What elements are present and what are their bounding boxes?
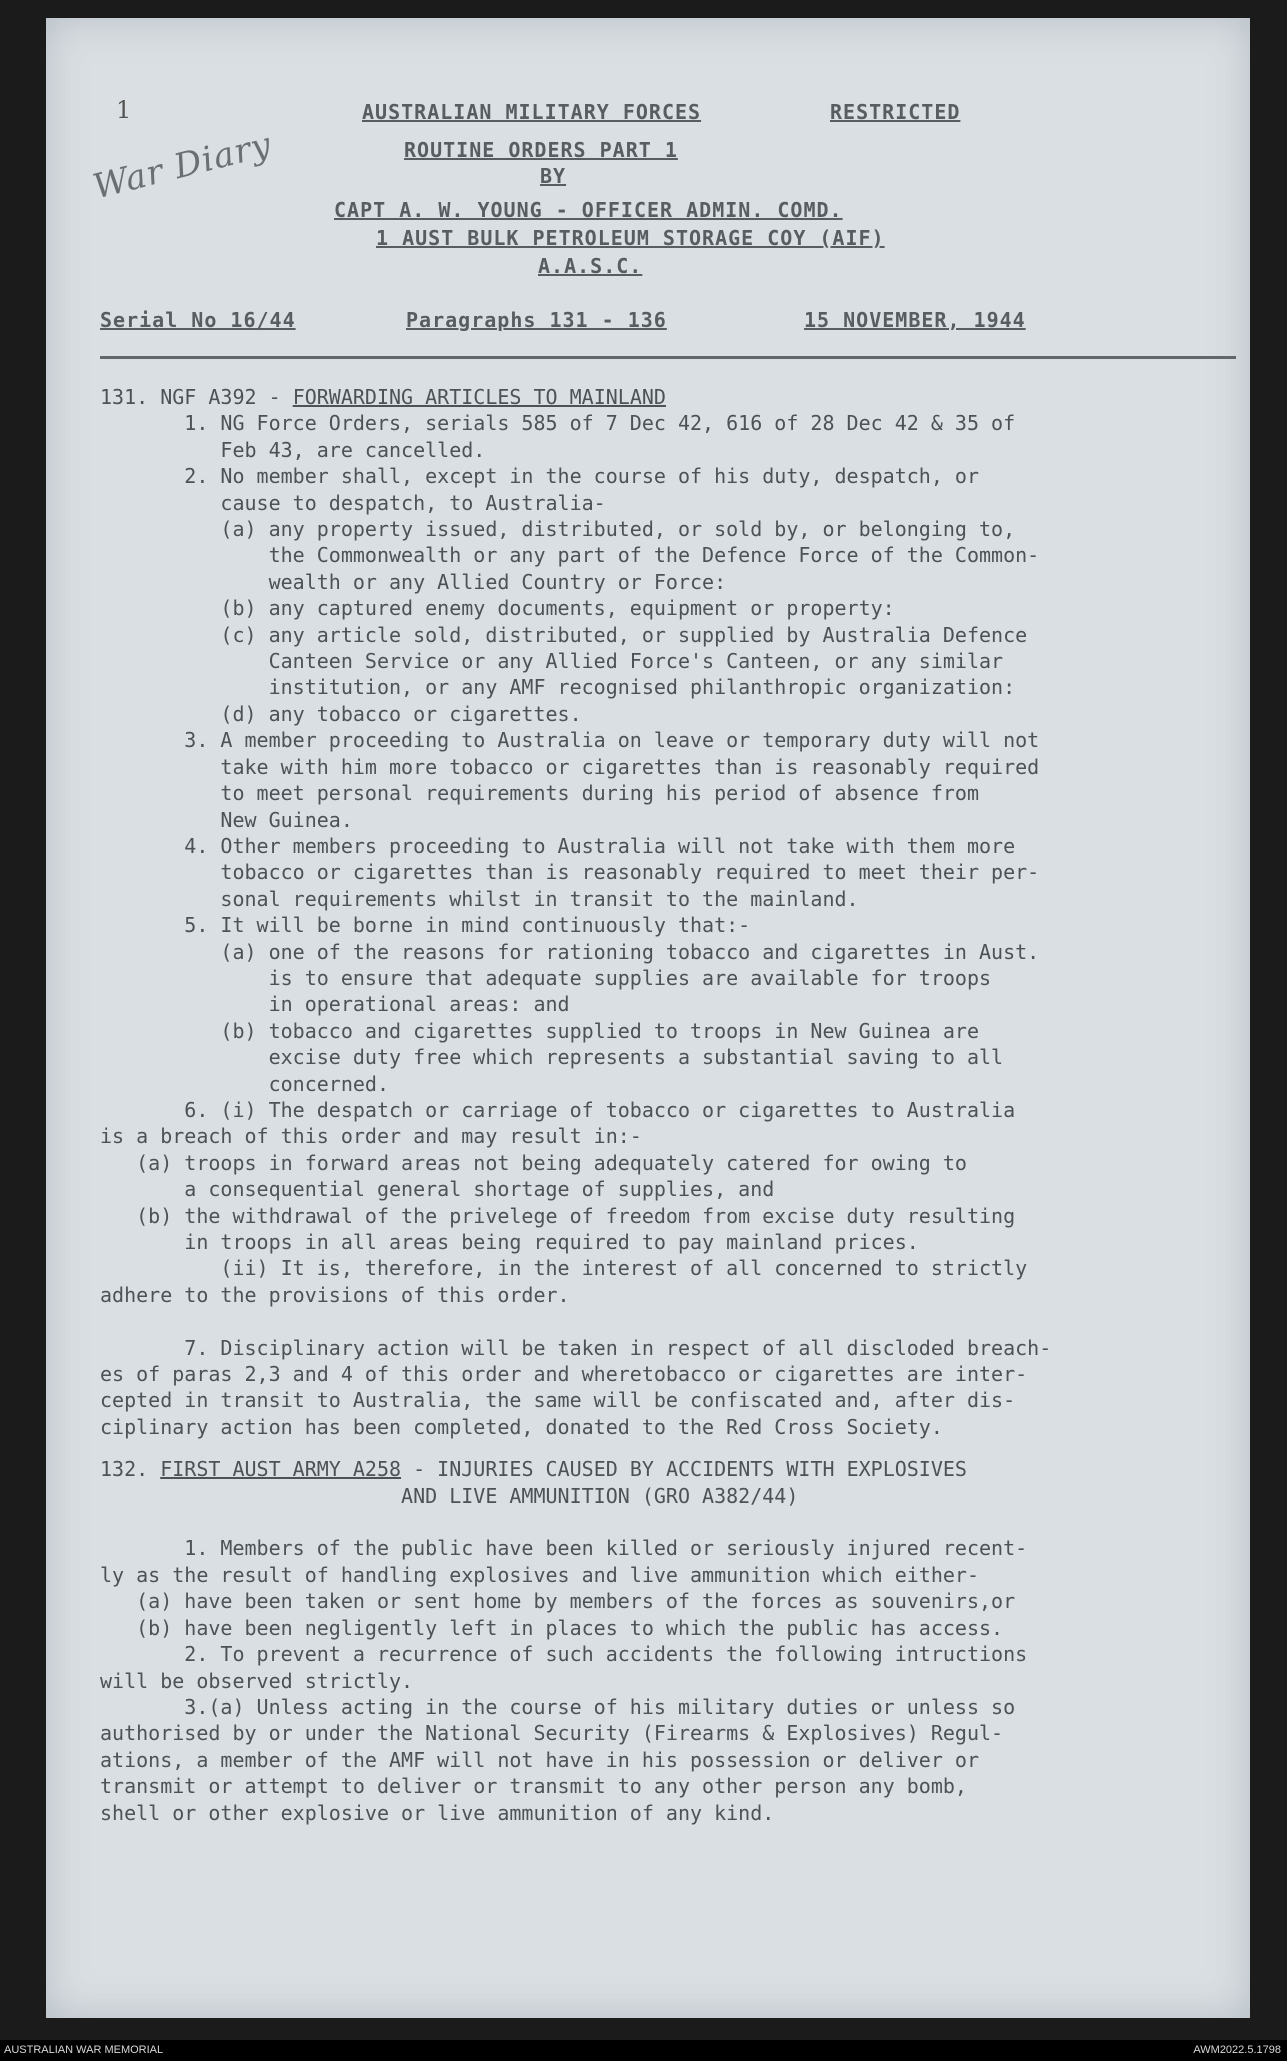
- order-132-text: [100, 1509, 1250, 1826]
- order-131-ref: NGF A392 -: [160, 385, 281, 409]
- text-line: authorised by or under the National Security (Firearms & Explosives) Regul-: [100, 1721, 1004, 1746]
- text-line: 2. To prevent a recurrence of such accidents the following intructions: [100, 1642, 1028, 1667]
- text-line: 7. Disciplinary action will be taken in respect of all discloded breach-: [100, 1335, 1052, 1360]
- text-line: (c) any article sold, distributed, or supplied by Australia Defence: [100, 622, 1028, 647]
- text-line: take with him more tobacco or cigarettes than is reasonably required: [100, 754, 1040, 779]
- order-131-heading: [100, 384, 1250, 410]
- header-serial: Serial No 16/44: [100, 308, 296, 332]
- text-line: (a) any property issued, distributed, or sold by, or belonging to,: [100, 517, 1016, 542]
- order-131-number: 131.: [100, 385, 149, 409]
- text-line: in troops in all areas being required to pay mainland prices.: [100, 1230, 919, 1254]
- text-line: (a) one of the reasons for rationing tobacco and cigarettes in Aust.: [100, 939, 1040, 964]
- text-line: 6. (i) The despatch or carriage of tobacco or cigarettes to Australia: [100, 1097, 1016, 1122]
- order-132-heading: [100, 1456, 1250, 1482]
- order-132-ref: FIRST AUST ARMY A258: [160, 1457, 402, 1482]
- text-line: is a breach of this order and may result in:-: [100, 1124, 642, 1149]
- text-line: (a) have been taken or sent home by members of the forces as souvenirs,or: [100, 1589, 1016, 1614]
- order-131-text: [100, 410, 1250, 1440]
- text-line: 2. No member shall, except in the course of his duty, despatch, or: [100, 464, 979, 489]
- text-line: will be observed strictly.: [100, 1668, 414, 1693]
- text-line: ciplinary action has been completed, donated to the Red Cross Society.: [100, 1414, 943, 1439]
- document-body: [100, 384, 1250, 1826]
- text-line: cause to despatch, to Australia-: [100, 490, 606, 515]
- text-line: the Commonwealth or any part of the Defence Force of the Common-: [100, 543, 1040, 568]
- order-132-title-1: - INJURIES CAUSED BY ACCIDENTS WITH EXPLOSIVES: [401, 1457, 967, 1482]
- text-line: tobacco or cigarettes than is reasonably required to meet their per-: [100, 860, 1040, 885]
- text-line: (b) the withdrawal of the privelege of freedom from excise duty resulting: [100, 1203, 1016, 1228]
- text-line: ations, a member of the AMF will not have in his possession or deliver or: [100, 1747, 979, 1772]
- text-line: New Guinea.: [100, 807, 353, 832]
- text-line: [100, 1308, 1250, 1334]
- text-line: ly as the result of handling explosives and live ammunition which either-: [100, 1562, 979, 1587]
- text-line: institution, or any AMF recognised philanthropic organization:: [100, 675, 1016, 700]
- text-line: 4. Other members proceeding to Australia will not take with them more: [100, 833, 1016, 858]
- text-line: Feb 43, are cancelled.: [100, 437, 486, 462]
- handwritten-annotation: War Diary: [89, 124, 276, 208]
- header-unit: 1 AUST BULK PETROLEUM STORAGE COY (AIF): [376, 226, 885, 250]
- text-line: in operational areas: and: [100, 992, 570, 1017]
- text-line: shell or other explosive or live ammunition of any kind.: [100, 1800, 775, 1825]
- text-line: 3. A member proceeding to Australia on leave or temporary duty will not: [100, 728, 1040, 753]
- text-line: (a) troops in forward areas not being adequately catered for owing to: [100, 1150, 967, 1175]
- header-divider: [100, 356, 1236, 359]
- order-132-number: 132.: [100, 1457, 149, 1482]
- document-sheet: [46, 18, 1250, 2018]
- footer-institution: AUSTRALIAN WAR MEMORIAL: [4, 2044, 164, 2056]
- order-132-title-2: AND LIVE AMMUNITION (GRO A382/44): [100, 1483, 799, 1508]
- header-title: ROUTINE ORDERS PART 1: [404, 138, 678, 162]
- section-gap: [100, 1440, 1250, 1456]
- text-line: 1. NG Force Orders, serials 585 of 7 Dec 42, 616 of 28 Dec 42 & 35 of: [100, 411, 1016, 436]
- text-line: es of paras 2,3 and 4 of this order and wheretobacco or cigarettes are inter-: [100, 1362, 1028, 1387]
- text-line: wealth or any Allied Country or Force:: [100, 569, 727, 594]
- header-classification: RESTRICTED: [830, 100, 961, 124]
- header-paragraphs: Paragraphs 131 - 136: [406, 308, 667, 332]
- order-131-title: FORWARDING ARTICLES TO MAINLAND: [292, 385, 666, 409]
- text-line: a consequential general shortage of supplies, and: [100, 1177, 775, 1202]
- text-line: 5. It will be borne in mind continuously that:-: [100, 913, 751, 938]
- page-number: 1: [116, 96, 132, 124]
- header-officer: CAPT A. W. YOUNG - OFFICER ADMIN. COMD.: [334, 198, 843, 222]
- text-line: (b) any captured enemy documents, equipment or property:: [100, 596, 895, 621]
- text-line: 3.(a) Unless acting in the course of his military duties or unless so: [100, 1694, 1016, 1719]
- header-date: 15 NOVEMBER, 1944: [804, 308, 1026, 332]
- header-org: AUSTRALIAN MILITARY FORCES: [362, 100, 702, 124]
- text-line: to meet personal requirements during his period of absence from: [100, 781, 979, 806]
- text-line: is to ensure that adequate supplies are available for troops: [100, 965, 992, 990]
- text-line: (d) any tobacco or cigarettes.: [100, 701, 582, 726]
- text-line: sonal requirements whilst in transit to the mainland.: [100, 886, 859, 911]
- header-by: BY: [540, 164, 567, 188]
- text-line: (ii) It is, therefore, in the interest of all concerned to strictly: [100, 1256, 1028, 1281]
- text-line: [100, 1509, 1250, 1535]
- text-line: concerned.: [100, 1071, 389, 1096]
- text-line: 1. Members of the public have been killed or seriously injured recent-: [100, 1536, 1028, 1561]
- text-line: cepted in transit to Australia, the same will be confiscated and, after dis-: [100, 1388, 1016, 1413]
- text-line: excise duty free which represents a substantial saving to all: [100, 1045, 1004, 1070]
- text-line: (b) tobacco and cigarettes supplied to troops in New Guinea are: [100, 1018, 979, 1043]
- archive-footer: [0, 2040, 1287, 2061]
- footer-accession-number: AWM2022.5.1798: [1193, 2044, 1281, 2056]
- text-line: (b) have been negligently left in places to which the public has access.: [100, 1615, 1004, 1640]
- text-line: Canteen Service or any Allied Force's Canteen, or any similar: [100, 649, 1004, 674]
- text-line: transmit or attempt to deliver or transmit to any other person any bomb,: [100, 1774, 967, 1799]
- text-line: adhere to the provisions of this order.: [100, 1282, 570, 1307]
- header-corps: A.A.S.C.: [538, 254, 643, 278]
